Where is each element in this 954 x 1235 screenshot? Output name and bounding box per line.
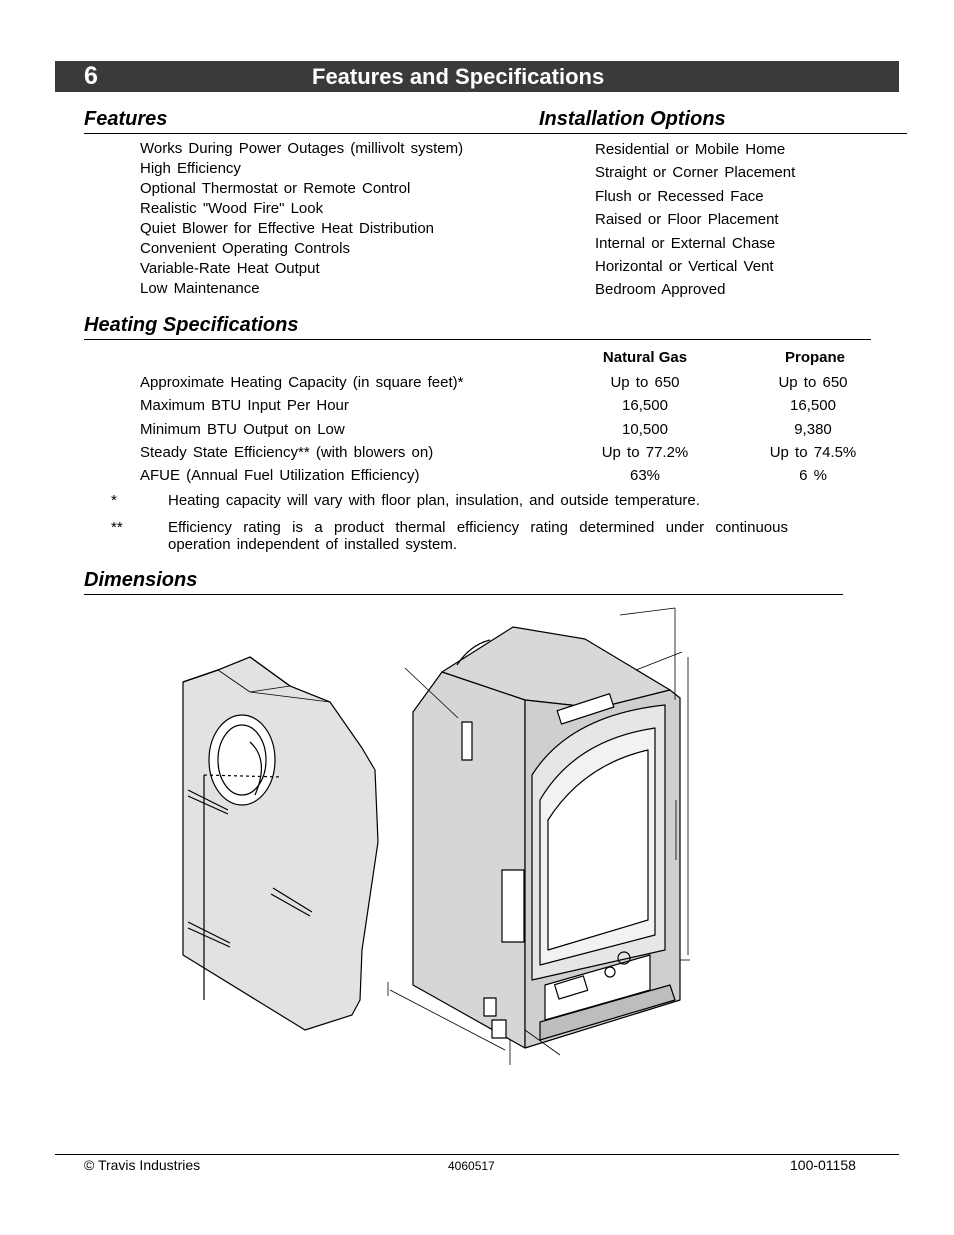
list-item: Quiet Blower for Effective Heat Distribution bbox=[140, 220, 435, 237]
footer-rule bbox=[55, 1154, 899, 1155]
list-item: Realistic "Wood Fire" Look bbox=[140, 200, 324, 217]
features-list bbox=[140, 139, 463, 299]
heating-specifications-heading: Heating Specifications bbox=[84, 314, 299, 336]
heating-rule bbox=[84, 339, 871, 340]
spec-value: 63% bbox=[629, 467, 661, 485]
installation-options-list bbox=[595, 138, 795, 302]
list-item: Variable-Rate Heat Output bbox=[140, 260, 320, 277]
natural-gas-values bbox=[580, 371, 710, 487]
spec-value: Up to 650 bbox=[610, 374, 680, 391]
list-item: Optional Thermostat or Remote Control bbox=[140, 180, 411, 197]
dimensions-rule bbox=[84, 594, 843, 595]
footnote-text: Heating capacity will vary with floor plan, insulation, and outside temperature. bbox=[168, 492, 700, 509]
spec-label: Approximate Heating Capacity (in square feet)* bbox=[140, 374, 464, 391]
list-item: Straight or Corner Placement bbox=[595, 164, 796, 182]
list-item: Low Maintenance bbox=[140, 280, 260, 297]
list-item: Convenient Operating Controls bbox=[140, 240, 350, 257]
dimensions-heading: Dimensions bbox=[84, 569, 198, 591]
spec-label: Maximum BTU Input Per Hour bbox=[140, 397, 349, 415]
footnote-mark: ** bbox=[111, 519, 123, 536]
spec-label: Minimum BTU Output on Low bbox=[140, 420, 345, 438]
spec-labels bbox=[140, 371, 464, 487]
page-number: 6 bbox=[84, 62, 98, 90]
column-header-propane: Propane bbox=[784, 349, 845, 366]
spec-value: Up to 77.2% bbox=[601, 443, 689, 461]
list-item: High Efficiency bbox=[140, 160, 241, 177]
list-item: Works During Power Outages (millivolt system) bbox=[140, 140, 464, 157]
list-item: Internal or External Chase bbox=[595, 234, 776, 252]
spec-value: 16,500 bbox=[622, 397, 668, 415]
features-rule bbox=[84, 133, 907, 134]
list-item: Flush or Recessed Face bbox=[595, 187, 764, 205]
list-item: Horizontal or Vertical Vent bbox=[595, 258, 774, 276]
footnote-text: Efficiency rating is a product thermal efficiency rating determined under continuous operation independent of installed system. bbox=[168, 519, 788, 553]
spec-value: 6 % bbox=[799, 467, 827, 485]
footnote-mark: * bbox=[111, 492, 117, 509]
list-item: Bedroom Approved bbox=[595, 281, 726, 299]
footer-code: 4060517 bbox=[448, 1159, 495, 1173]
footer-copyright: © Travis Industries bbox=[84, 1157, 201, 1173]
fireplace-dimensions-diagram bbox=[150, 600, 710, 1070]
spec-label: Steady State Efficiency** (with blowers on) bbox=[140, 443, 434, 461]
spec-label: AFUE (Annual Fuel Utilization Efficiency) bbox=[140, 467, 420, 485]
propane-values bbox=[750, 371, 876, 487]
spec-value: 16,500 bbox=[790, 397, 836, 415]
wall-panel bbox=[183, 657, 378, 1030]
list-item: Raised or Floor Placement bbox=[595, 211, 779, 229]
spec-value: Up to 650 bbox=[778, 374, 848, 391]
column-header-natural-gas: Natural Gas bbox=[602, 349, 688, 366]
spec-value: Up to 74.5% bbox=[769, 443, 857, 461]
spec-value: 9,380 bbox=[794, 420, 832, 438]
footer-document-number: 100-01158 bbox=[790, 1157, 856, 1173]
installation-options-heading: Installation Options bbox=[539, 108, 726, 130]
page-title: Features and Specifications bbox=[312, 64, 605, 89]
features-heading: Features bbox=[84, 108, 168, 130]
spec-value: 10,500 bbox=[622, 420, 668, 438]
list-item: Residential or Mobile Home bbox=[595, 141, 786, 158]
